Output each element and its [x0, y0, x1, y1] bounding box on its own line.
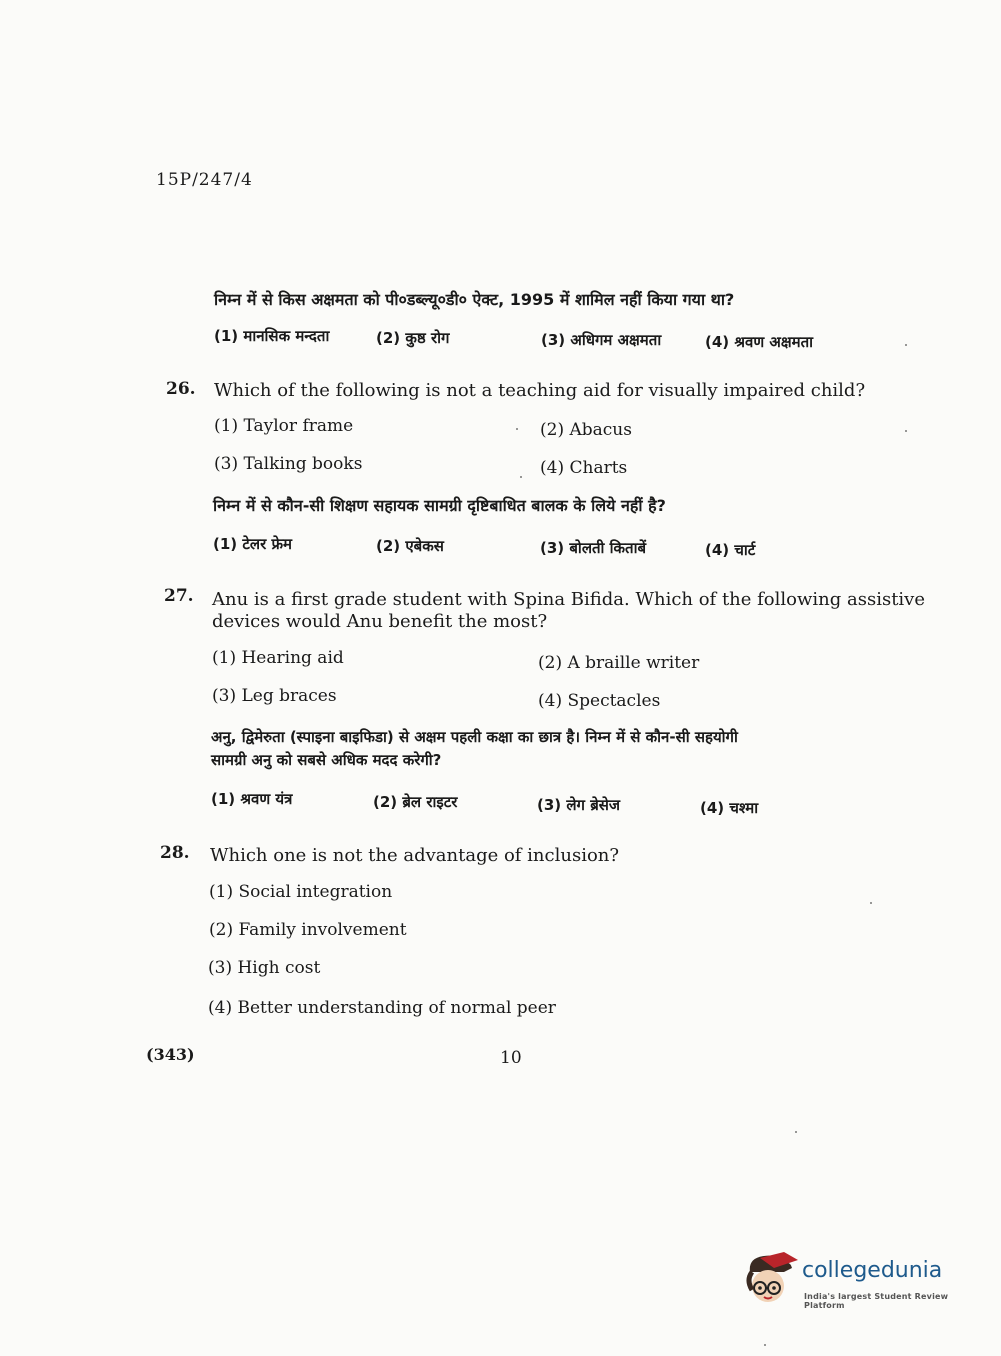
q26-option-1: (1) Taylor frame [214, 416, 354, 436]
q27-hindi-question-line1: अनु, द्विमेरुता (स्पाइना बाइफिडा) से अक्षम पहली कक्षा का छात्र है। निम्न में से कौन-सी सहयोगी [211, 728, 738, 746]
q27-question-line2: devices would Anu benefit the most? [212, 611, 548, 632]
q25-hindi-option-1: (1) मानसिक मन्दता [214, 327, 330, 345]
mascot-icon [742, 1250, 802, 1314]
q27-hindi-option-4: (4) चश्मा [700, 799, 759, 817]
q27-option-2: (2) A braille writer [538, 653, 700, 673]
q26-option-4: (4) Charts [540, 458, 628, 478]
q27-option-3: (3) Leg braces [212, 686, 337, 706]
paper-code: 15P/247/4 [156, 170, 253, 190]
q26-hindi-option-4: (4) चार्ट [705, 541, 756, 559]
q25-hindi-option-3: (3) अधिगम अक्षमता [541, 331, 662, 349]
scan-speck [905, 344, 907, 346]
q26-number: 26. [166, 379, 196, 399]
scan-speck [516, 428, 518, 430]
q26-hindi-option-1: (1) टेलर फ्रेम [213, 535, 292, 553]
q26-hindi-question: निम्न में से कौन-सी शिक्षण सहायक सामग्री दृष्टिबाधित बालक के लिये नहीं है? [213, 496, 666, 515]
q27-hindi-option-3: (3) लेग ब्रेसेज [537, 796, 621, 814]
q27-option-4: (4) Spectacles [538, 691, 661, 711]
q27-hindi-option-1: (1) श्रवण यंत्र [211, 790, 293, 808]
q27-hindi-option-2: (2) ब्रेल राइटर [373, 793, 458, 811]
q26-option-3: (3) Talking books [214, 454, 363, 474]
q25-hindi-option-2: (2) कुष्ठ रोग [376, 329, 450, 347]
scan-speck [520, 476, 522, 478]
logo-brand-text: collegedunia [802, 1258, 943, 1283]
q27-option-1: (1) Hearing aid [212, 648, 344, 668]
q26-hindi-option-2: (2) एबेकस [376, 537, 444, 555]
q26-hindi-option-3: (3) बोलती किताबें [540, 539, 647, 557]
footer-code: (343) [146, 1045, 195, 1064]
q28-option-4: (4) Better understanding of normal peer [208, 998, 556, 1018]
logo-tagline: India's largest Student Review Platform [804, 1292, 949, 1310]
scan-speck [764, 1344, 766, 1346]
q28-number: 28. [160, 843, 190, 863]
scan-speck [905, 430, 907, 432]
scan-speck [870, 902, 872, 904]
collegedunia-logo [742, 1250, 972, 1314]
q28-option-2: (2) Family involvement [209, 920, 407, 940]
q27-number: 27. [164, 586, 194, 606]
q27-hindi-question-line2: सामग्री अनु को सबसे अधिक मदद करेगी? [211, 751, 442, 769]
page-number: 10 [500, 1048, 522, 1068]
q26-option-2: (2) Abacus [540, 420, 632, 440]
q28-option-3: (3) High cost [208, 958, 321, 978]
q28-question: Which one is not the advantage of inclusion? [210, 845, 620, 866]
q25-hindi-option-4: (4) श्रवण अक्षमता [705, 333, 814, 351]
scan-speck [795, 1131, 797, 1133]
q28-option-1: (1) Social integration [209, 882, 393, 902]
q26-question: Which of the following is not a teaching aid for visually impaired child? [214, 380, 866, 401]
q25-hindi-question: निम्न में से किस अक्षमता को पी०डब्ल्यू०डी० ऐक्ट, 1995 में शामिल नहीं किया गया था? [214, 290, 735, 309]
q27-question-line1: Anu is a first grade student with Spina Bifida. Which of the following assistive [212, 589, 926, 610]
